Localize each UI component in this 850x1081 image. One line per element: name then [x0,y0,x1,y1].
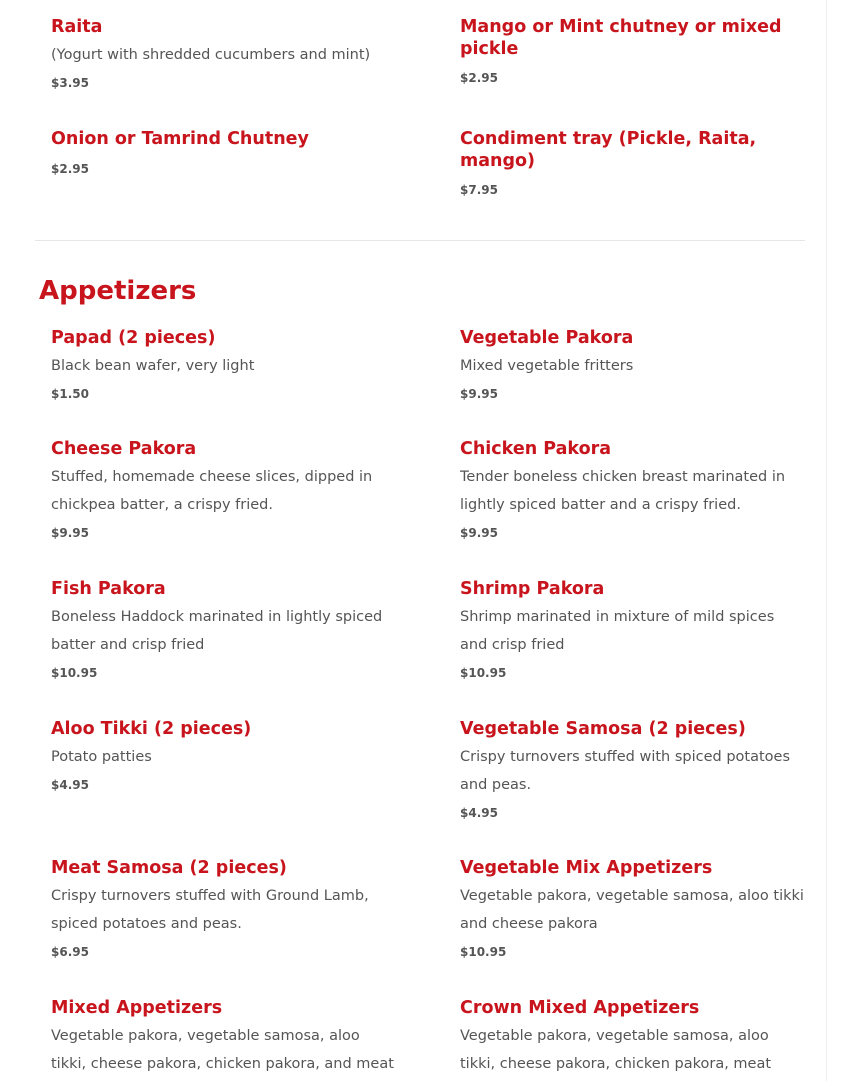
menu-item-name: Mango or Mint chutney or mixed pickle [460,17,782,59]
menu-item-description: Vegetable pakora, vegetable samosa, aloo tikki, cheese pakora, chicken pakora, and meat [51,1027,394,1072]
menu-item-name: Chicken Pakora [460,439,612,459]
menu-item-price: $6.95 [51,944,89,959]
menu-item-papad [51,328,396,401]
menu-item-name: Aloo Tikki (2 pieces) [51,719,252,739]
menu-item-condiment-tray [460,129,805,197]
menu-item-name: Fish Pakora [51,579,166,599]
menu-item-chutney-pickle [460,17,805,85]
menu-item-description: (Yogurt with shredded cucumbers and mint) [51,46,371,63]
menu-item-description: Black bean wafer, very light [51,357,255,374]
menu-item-vegetable-samosa [460,719,805,820]
menu-item-price: $9.95 [460,525,498,540]
menu-item-crown-mixed-appetizers [460,998,805,1078]
menu-item-description: Mixed vegetable fritters [460,357,634,374]
menu-item-name: Vegetable Mix Appetizers [460,858,713,878]
menu-item-name: Crown Mixed Appetizers [460,998,700,1018]
section-divider [35,240,805,241]
menu-item-description: Crispy turnovers stuffed with Ground Lamb, spiced potatoes and peas. [51,887,369,932]
menu-item-price: $2.95 [460,71,498,85]
menu-item-price: $7.95 [460,183,498,197]
menu-item-price: $4.95 [51,777,89,792]
menu-item-shrimp-pakora [460,579,805,680]
menu-item-name: Meat Samosa (2 pieces) [51,858,287,878]
menu-item-description: Vegetable pakora, vegetable samosa, aloo tikki and cheese pakora [460,887,804,932]
menu-item-price: $10.95 [460,944,507,959]
menu-item-price: $9.95 [460,386,498,401]
menu-item-name: Cheese Pakora [51,439,197,459]
menu-item-name: Vegetable Pakora [460,328,634,348]
menu-item-name: Papad (2 pieces) [51,328,216,348]
menu-item-price: $1.50 [51,386,89,401]
menu-item-price: $10.95 [51,665,98,680]
page-edge-rule [826,0,827,1081]
section-title-appetizers: Appetizers [39,276,197,306]
menu-item-description: Tender boneless chicken breast marinated in lightly spiced batter and a crispy fried. [460,468,786,513]
menu-item-vegetable-pakora [460,328,805,401]
menu-item-description: Potato patties [51,748,152,765]
menu-item-mixed-appetizers [51,998,396,1078]
menu-item-price: $2.95 [51,161,89,176]
menu-item-description: Boneless Haddock marinated in lightly spiced batter and crisp fried [51,608,383,653]
menu-item-name: Onion or Tamrind Chutney [51,129,309,149]
menu-item-name: Shrimp Pakora [460,579,605,599]
menu-item-description: Stuffed, homemade cheese slices, dipped in chickpea batter, a crispy fried. [51,468,373,513]
menu-item-description: Crispy turnovers stuffed with spiced potatoes and peas. [460,748,791,793]
menu-item-price: $4.95 [460,805,498,820]
menu-item-name: Raita [51,17,103,37]
menu-item-cheese-pakora [51,439,396,540]
menu-item-price: $10.95 [460,665,507,680]
menu-item-price: $9.95 [51,525,89,540]
menu-item-price: $3.95 [51,75,89,90]
menu-item-aloo-tikki [51,719,396,792]
menu-item-vegetable-mix-appetizers [460,858,805,959]
menu-item-description: Shrimp marinated in mixture of mild spices and crisp fried [460,608,775,653]
menu-item-raita [51,17,396,90]
menu-item-onion-chutney [51,129,396,176]
menu-item-meat-samosa [51,858,396,959]
menu-item-name: Condiment tray (Pickle, Raita, mango) [460,129,757,171]
menu-item-name: Mixed Appetizers [51,998,223,1018]
menu-item-description: Vegetable pakora, vegetable samosa, aloo tikki, cheese pakora, chicken pakora, meat [460,1027,772,1072]
menu-item-name: Vegetable Samosa (2 pieces) [460,719,746,739]
menu-item-chicken-pakora [460,439,805,540]
menu-item-fish-pakora [51,579,396,680]
